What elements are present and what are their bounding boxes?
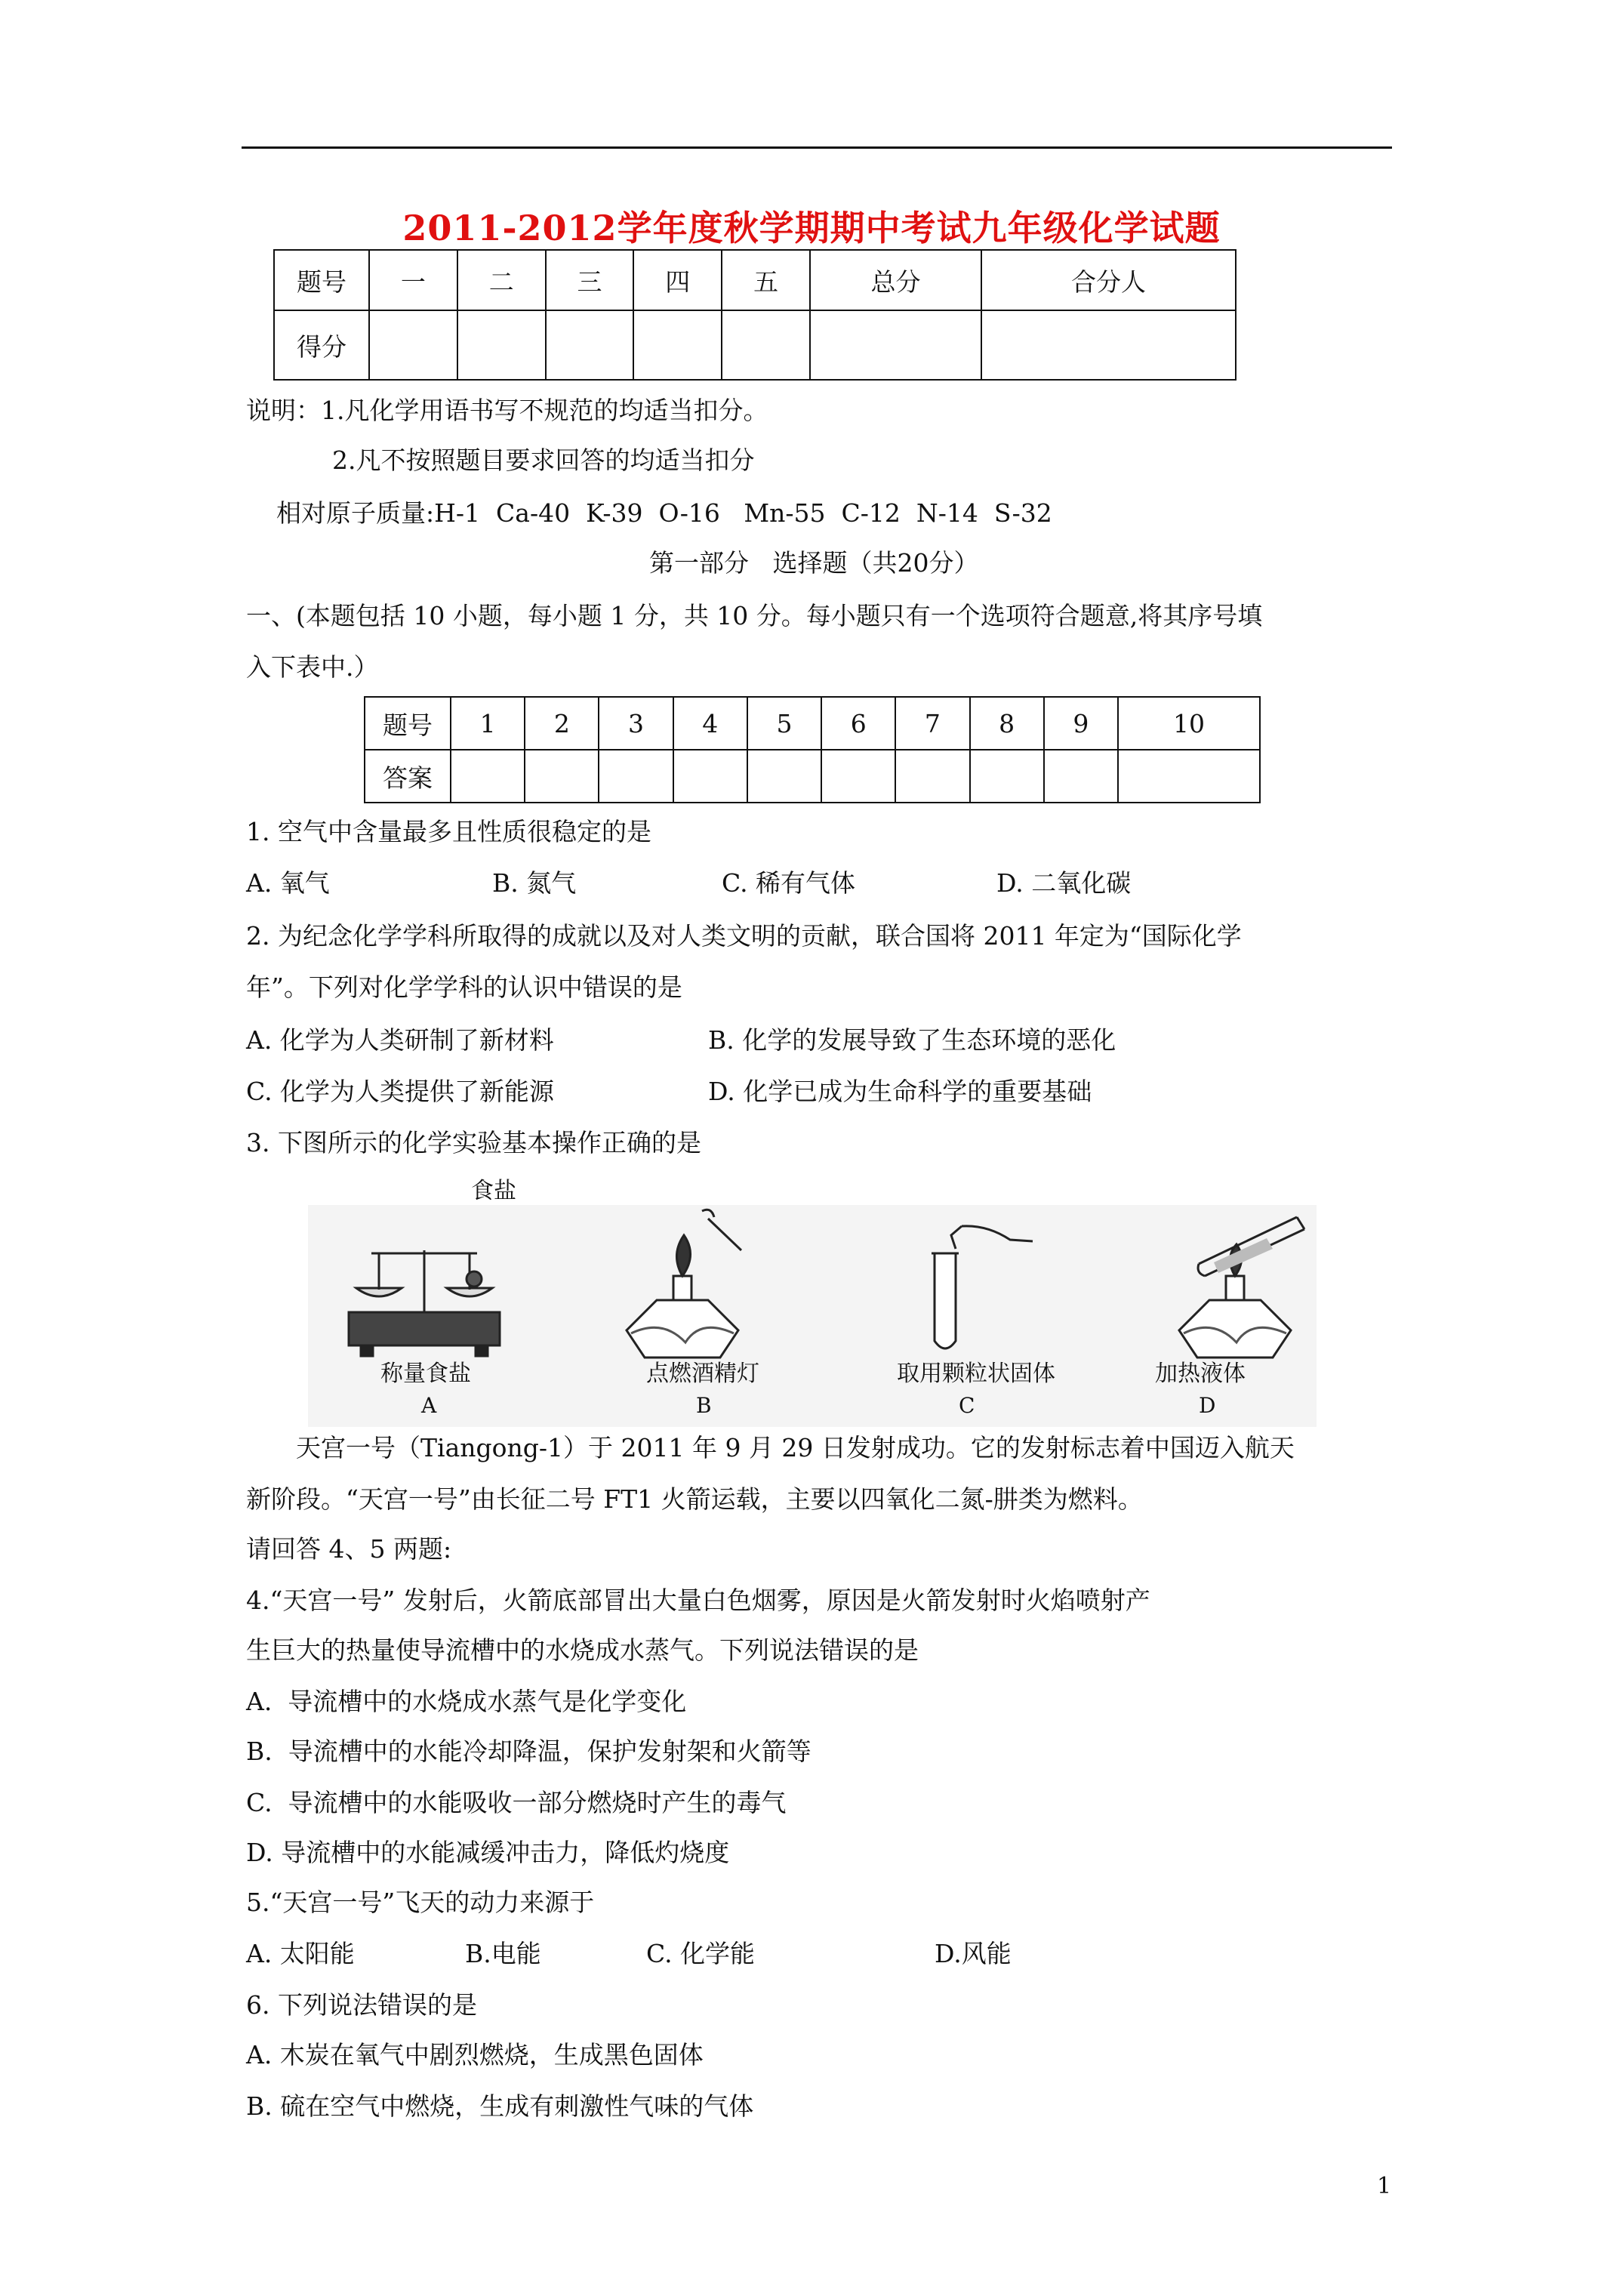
answer-row-label: 答案	[365, 750, 451, 803]
question-5-option-d: D.风能	[935, 1939, 1012, 1968]
question-4-line1: 4.“天宫一号” 发射后，火箭底部冒出大量白色烟雾，原因是火箭发射时火焰喷射产	[246, 1586, 1150, 1615]
question-1-option-c: C. 稀有气体	[722, 868, 856, 898]
answer-table-answer-row	[365, 750, 1260, 803]
question-number: 4	[673, 697, 747, 750]
note-1: 说明：1.凡化学用语书写不规范的均适当扣分。	[246, 396, 768, 425]
answer-input-cell[interactable]	[1118, 750, 1260, 803]
lab-operations-figure	[308, 1178, 1317, 1427]
score-table-header-row	[274, 250, 1236, 310]
question-number: 2	[525, 697, 599, 750]
score-input-cell[interactable]	[722, 310, 810, 380]
score-header-cell: 合分人	[981, 250, 1236, 310]
question-1-option-a: A. 氧气	[246, 868, 330, 898]
question-4-option-b: B. 导流槽中的水能冷却降温，保护发射架和火箭等	[246, 1737, 812, 1766]
question-5-option-a: A. 太阳能	[246, 1939, 355, 1968]
question-5-option-b: B.电能	[465, 1939, 541, 1968]
question-5: 5.“天宫一号”飞天的动力来源于	[246, 1888, 595, 1917]
tiangong-passage-line2: 新阶段。“天宫一号”由长征二号 FT1 火箭运载，主要以四氧化二氮-肼类为燃料。	[246, 1484, 1143, 1514]
question-number: 8	[970, 697, 1044, 750]
caption-b: 点燃酒精灯	[646, 1361, 759, 1387]
answer-input-cell[interactable]	[673, 750, 747, 803]
answer-input-cell[interactable]	[451, 750, 525, 803]
score-input-cell[interactable]	[457, 310, 546, 380]
question-number: 5	[747, 697, 821, 750]
question-1: 1. 空气中含量最多且性质很稳定的是	[246, 817, 651, 846]
question-6-option-b: B. 硫在空气中燃烧，生成有刺激性气味的气体	[246, 2091, 754, 2121]
letter-a: A	[421, 1393, 437, 1418]
question-number: 10	[1118, 697, 1260, 750]
answer-header-label: 题号	[365, 697, 451, 750]
question-6: 6. 下列说法错误的是	[246, 1990, 477, 2020]
score-header-cell: 五	[722, 250, 810, 310]
letter-c: C	[959, 1393, 975, 1418]
question-4-option-d: D. 导流槽中的水能减缓冲击力，降低灼烧度	[246, 1838, 730, 1867]
tiangong-passage-line3: 请回答 4、5 两题:	[246, 1534, 452, 1564]
lab-operations-illustration	[308, 1205, 1317, 1427]
question-number: 9	[1044, 697, 1118, 750]
score-header-cell: 四	[633, 250, 722, 310]
top-rule	[242, 146, 1392, 149]
caption-a: 称量食盐	[380, 1361, 471, 1387]
caption-d: 加热液体	[1155, 1361, 1246, 1387]
question-6-option-a: A. 木炭在氧气中剧烈燃烧，生成黑色固体	[246, 2040, 704, 2069]
score-input-cell[interactable]	[546, 310, 634, 380]
part1-heading: 第一部分 选择题（共20分）	[649, 548, 979, 578]
score-row-label: 得分	[274, 310, 369, 380]
answer-input-cell[interactable]	[599, 750, 673, 803]
question-number: 6	[821, 697, 895, 750]
score-header-cell: 题号	[274, 250, 369, 310]
letter-d: D	[1199, 1393, 1216, 1418]
score-table	[273, 249, 1236, 381]
question-4-option-c: C. 导流槽中的水能吸收一部分燃烧时产生的毒气	[246, 1788, 787, 1817]
question-number: 1	[451, 697, 525, 750]
score-input-cell[interactable]	[810, 310, 981, 380]
question-3: 3. 下图所示的化学实验基本操作正确的是	[246, 1128, 701, 1157]
question-2-option-a: A. 化学为人类研制了新材料	[246, 1025, 554, 1055]
figure-label-salt: 食盐	[471, 1178, 516, 1204]
exam-title: 2011-2012学年度秋学期期中考试九年级化学试题	[402, 208, 1221, 248]
answer-input-cell[interactable]	[970, 750, 1044, 803]
question-2-line2: 年”。下列对化学学科的认识中错误的是	[246, 972, 682, 1002]
answer-input-cell[interactable]	[821, 750, 895, 803]
score-input-cell[interactable]	[633, 310, 722, 380]
answer-input-cell[interactable]	[895, 750, 969, 803]
answer-input-cell[interactable]	[1044, 750, 1118, 803]
question-1-option-d: D. 二氧化碳	[996, 868, 1132, 898]
score-header-cell: 二	[457, 250, 546, 310]
question-2-option-c: C. 化学为人类提供了新能源	[246, 1077, 555, 1106]
score-table-score-row	[274, 310, 1236, 380]
section1-instructions-line1: 一、(本题包括 10 小题，每小题 1 分，共 10 分。每小题只有一个选项符合题意,将其序号填	[246, 601, 1263, 630]
answer-table-number-row	[365, 697, 1260, 750]
question-5-option-c: C. 化学能	[646, 1939, 756, 1968]
letter-b: B	[696, 1393, 712, 1418]
question-2-option-d: D. 化学已成为生命科学的重要基础	[708, 1077, 1092, 1106]
caption-c: 取用颗粒状固体	[897, 1361, 1055, 1387]
question-number: 3	[599, 697, 673, 750]
score-input-cell[interactable]	[369, 310, 457, 380]
score-header-cell: 总分	[810, 250, 981, 310]
score-header-cell: 三	[546, 250, 634, 310]
question-4-option-a: A. 导流槽中的水烧成水蒸气是化学变化	[246, 1687, 687, 1716]
question-number: 7	[895, 697, 969, 750]
score-header-cell: 一	[369, 250, 457, 310]
atomic-masses: 相对原子质量:H-1 Ca-40 K-39 O-16 Mn-55 C-12 N-14 S-32	[276, 498, 1052, 528]
answer-input-cell[interactable]	[525, 750, 599, 803]
section1-instructions-line2: 入下表中.）	[246, 652, 379, 682]
answer-input-cell[interactable]	[747, 750, 821, 803]
page-number: 1	[1377, 2173, 1392, 2199]
note-2: 2.凡不按照题目要求回答的均适当扣分	[332, 445, 755, 475]
score-input-cell[interactable]	[981, 310, 1236, 380]
question-1-option-b: B. 氮气	[492, 868, 577, 898]
question-2-line1: 2. 为纪念化学学科所取得的成就以及对人类文明的贡献，联合国将 2011 年定为“国际化学	[246, 921, 1242, 951]
question-4-line2: 生巨大的热量使导流槽中的水烧成水蒸气。下列说法错误的是	[246, 1635, 919, 1665]
question-2-option-b: B. 化学的发展导致了生态环境的恶化	[708, 1025, 1116, 1055]
tiangong-passage-line1: 天宫一号（Tiangong-1）于 2011 年 9 月 29 日发射成功。它的发射标志着中国迈入航天	[296, 1433, 1295, 1462]
answer-table	[364, 696, 1261, 803]
